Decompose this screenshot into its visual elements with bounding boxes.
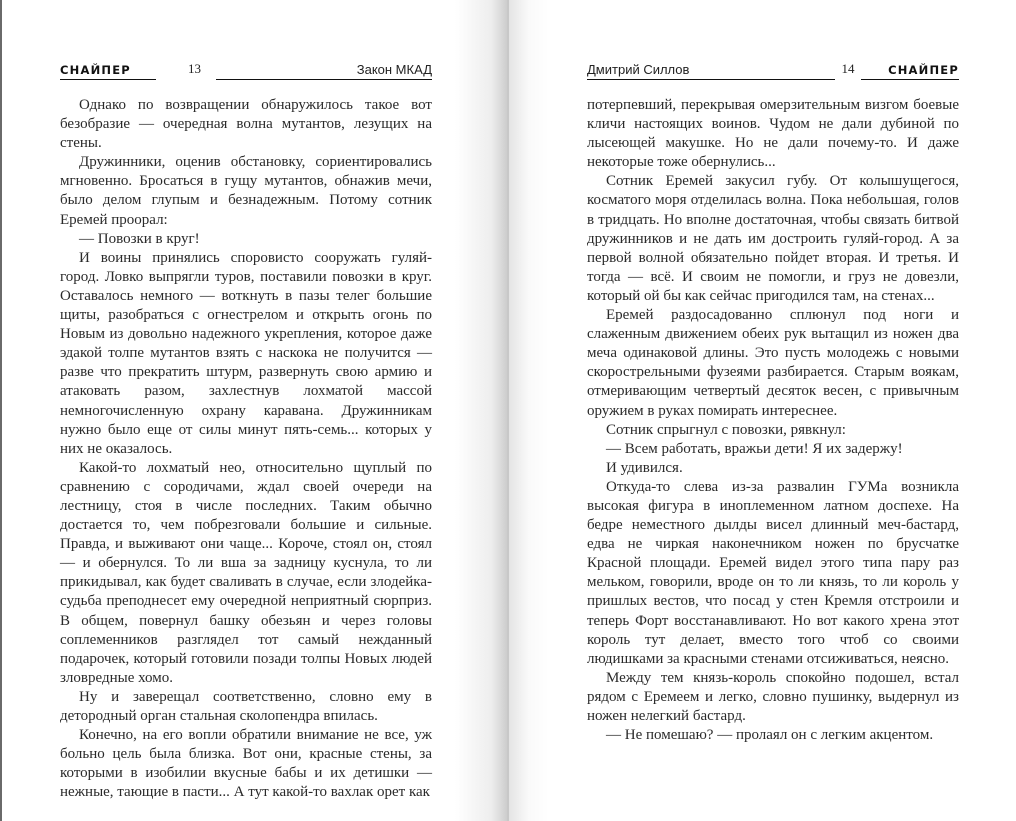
series-title: СНАЙПЕР (861, 63, 959, 80)
page-body-left (60, 96, 432, 802)
paragraph: Сотник Еремей закусил губу. От колышущегося, косматого моря отделилась волна. Пока небольшая, голов в тридцать. Но вполне достаточная, чтобы связать битвой дружинников и не дать им достроить гуляй-город. А за первой волной обязательно пойдет вторая. И третья. И тогда — всё. И своим не помогли, и груз не довезли, который ой бы как сейчас пригодился там, на стенах... (587, 173, 959, 304)
author-name: Дмитрий Силлов (587, 62, 835, 80)
paragraph: потерпевший, перекрывая омерзительным визгом боевые кличи настоящих воинов. Чудом не дали дубиной по лысеющей макушке. Но не дали почему-то. И даже некоторые тоже обернулись... (587, 97, 959, 171)
page-body-right (587, 96, 959, 745)
paragraph: Сотник спрыгнул с повозки, рявкнул: (606, 421, 846, 438)
paragraph: Между тем князь-король спокойно подошел, встал рядом с Еремеем и легко, словно пушинку, выдернул из ножен нелегкий бастард. (587, 669, 959, 724)
paragraph: — Повозки в круг! (79, 230, 200, 247)
paragraph: Откуда-то слева из-за развалин ГУМа возникла высокая фигура в иноплеменном латном доспехе. На бедре неместного дылды висел длинный меч-бастард, едва не чиркая наконечником ножен по брусчатке Красной площади. Еремей видел этого типа пару раз мельком, говорили, вроде он то ли князь, то ли король у пришлых вестов, что посад у стен Кремля отстроили и теперь Форт восстанавливают. Но вот какого хрена этот король тут делает, вместо того чтоб со своими людишками за красными стенами отсиживаться, неясно. (587, 478, 959, 667)
paragraph: И воины принялись споровисто сооружать гуляй-город. Ловко выпрягли туров, поставили повозки в круг. Оставалось немного — воткнуть в пазы телег большие щиты, разобраться с огнестрелом и открыть огонь по Новым из довольно надежного укрепления, которое даже эдакой толпе мутантов взять с наскока не получится — разве что прекратить штурм, развернуть свою армию и атаковать разом, захлестнув лохматой массой немногочисленную охрану каравана. Дружинникам нужно было еще от силы минут пять-семь... которых у них не оказалось. (60, 249, 432, 457)
right-page (587, 60, 959, 745)
paragraph: — Всем работать, вражьи дети! Я их задержу! (606, 440, 903, 457)
paragraph: Дружинники, оценив обстановку, сориентировались мгновенно. Бросаться в гущу мутантов, обнажив мечи, было делом глупым и безнадежным. Потому сотник Еремей проорал: (60, 154, 432, 228)
gutter-shadow-left (455, 0, 507, 821)
paragraph: И удивился. (606, 459, 683, 476)
paragraph: Ну и заверещал соответственно, словно ему в детородный орган стальная сколопендра впилась. (60, 688, 432, 724)
left-page (60, 60, 432, 802)
paragraph: — Не помешаю? — пролаял он с легким акцентом. (606, 727, 934, 744)
page-edge (0, 0, 2, 821)
page-number: 14 (841, 61, 855, 76)
gutter-shadow-right (509, 0, 549, 821)
series-title: СНАЙПЕР (60, 63, 156, 80)
paragraph: Однако по возвращении обнаружилось такое вот безобразие — очередная волна мутантов, лезущих на стены. (60, 97, 432, 152)
paragraph: Еремей раздосадованно сплюнул под ноги и слаженным движением обеих рук вытащил из ножен два меча одинаковой длины. Это пусть молодежь с новыми скорострельными фузеями разбирается. Старым воякам, отмеривающим четвертый десяток весен, с привычным оружием в руках помирать интереснее. (587, 307, 959, 419)
running-head-left (60, 60, 432, 80)
paragraph: Какой-то лохматый нео, относительно щуплый по сравнению с сородичами, ждал своей очереди на лестницу, стоя в числе последних. Таким обычно достается то, чем побрезговали большие и сильные. Правда, и выживают они чаще... Короче, стоял он, стоял — и обернулся. То ли вша за задницу куснула, то ли прикидывал, как будет сваливать в случае, если злодейка-судьба преподнесет ему очередной неприятный сюрприз. В общем, повернул башку обезьян и через головы соплеменников разглядел тот самый нежданный подарочек, который готовили позади толпы Новых людей зловредные хомо. (60, 459, 432, 686)
running-head-right (587, 60, 959, 80)
book-title: Закон МКАД (216, 62, 432, 80)
page-number: 13 (188, 61, 201, 76)
paragraph: Конечно, на его вопли обратили внимание не все, уж больно цель была близка. Вот они, красные стены, за которыми в изобилии вкусные бабы и их детишки — нежные, тающие в пасти... А тут какой-то вахлак орет как (60, 727, 432, 801)
